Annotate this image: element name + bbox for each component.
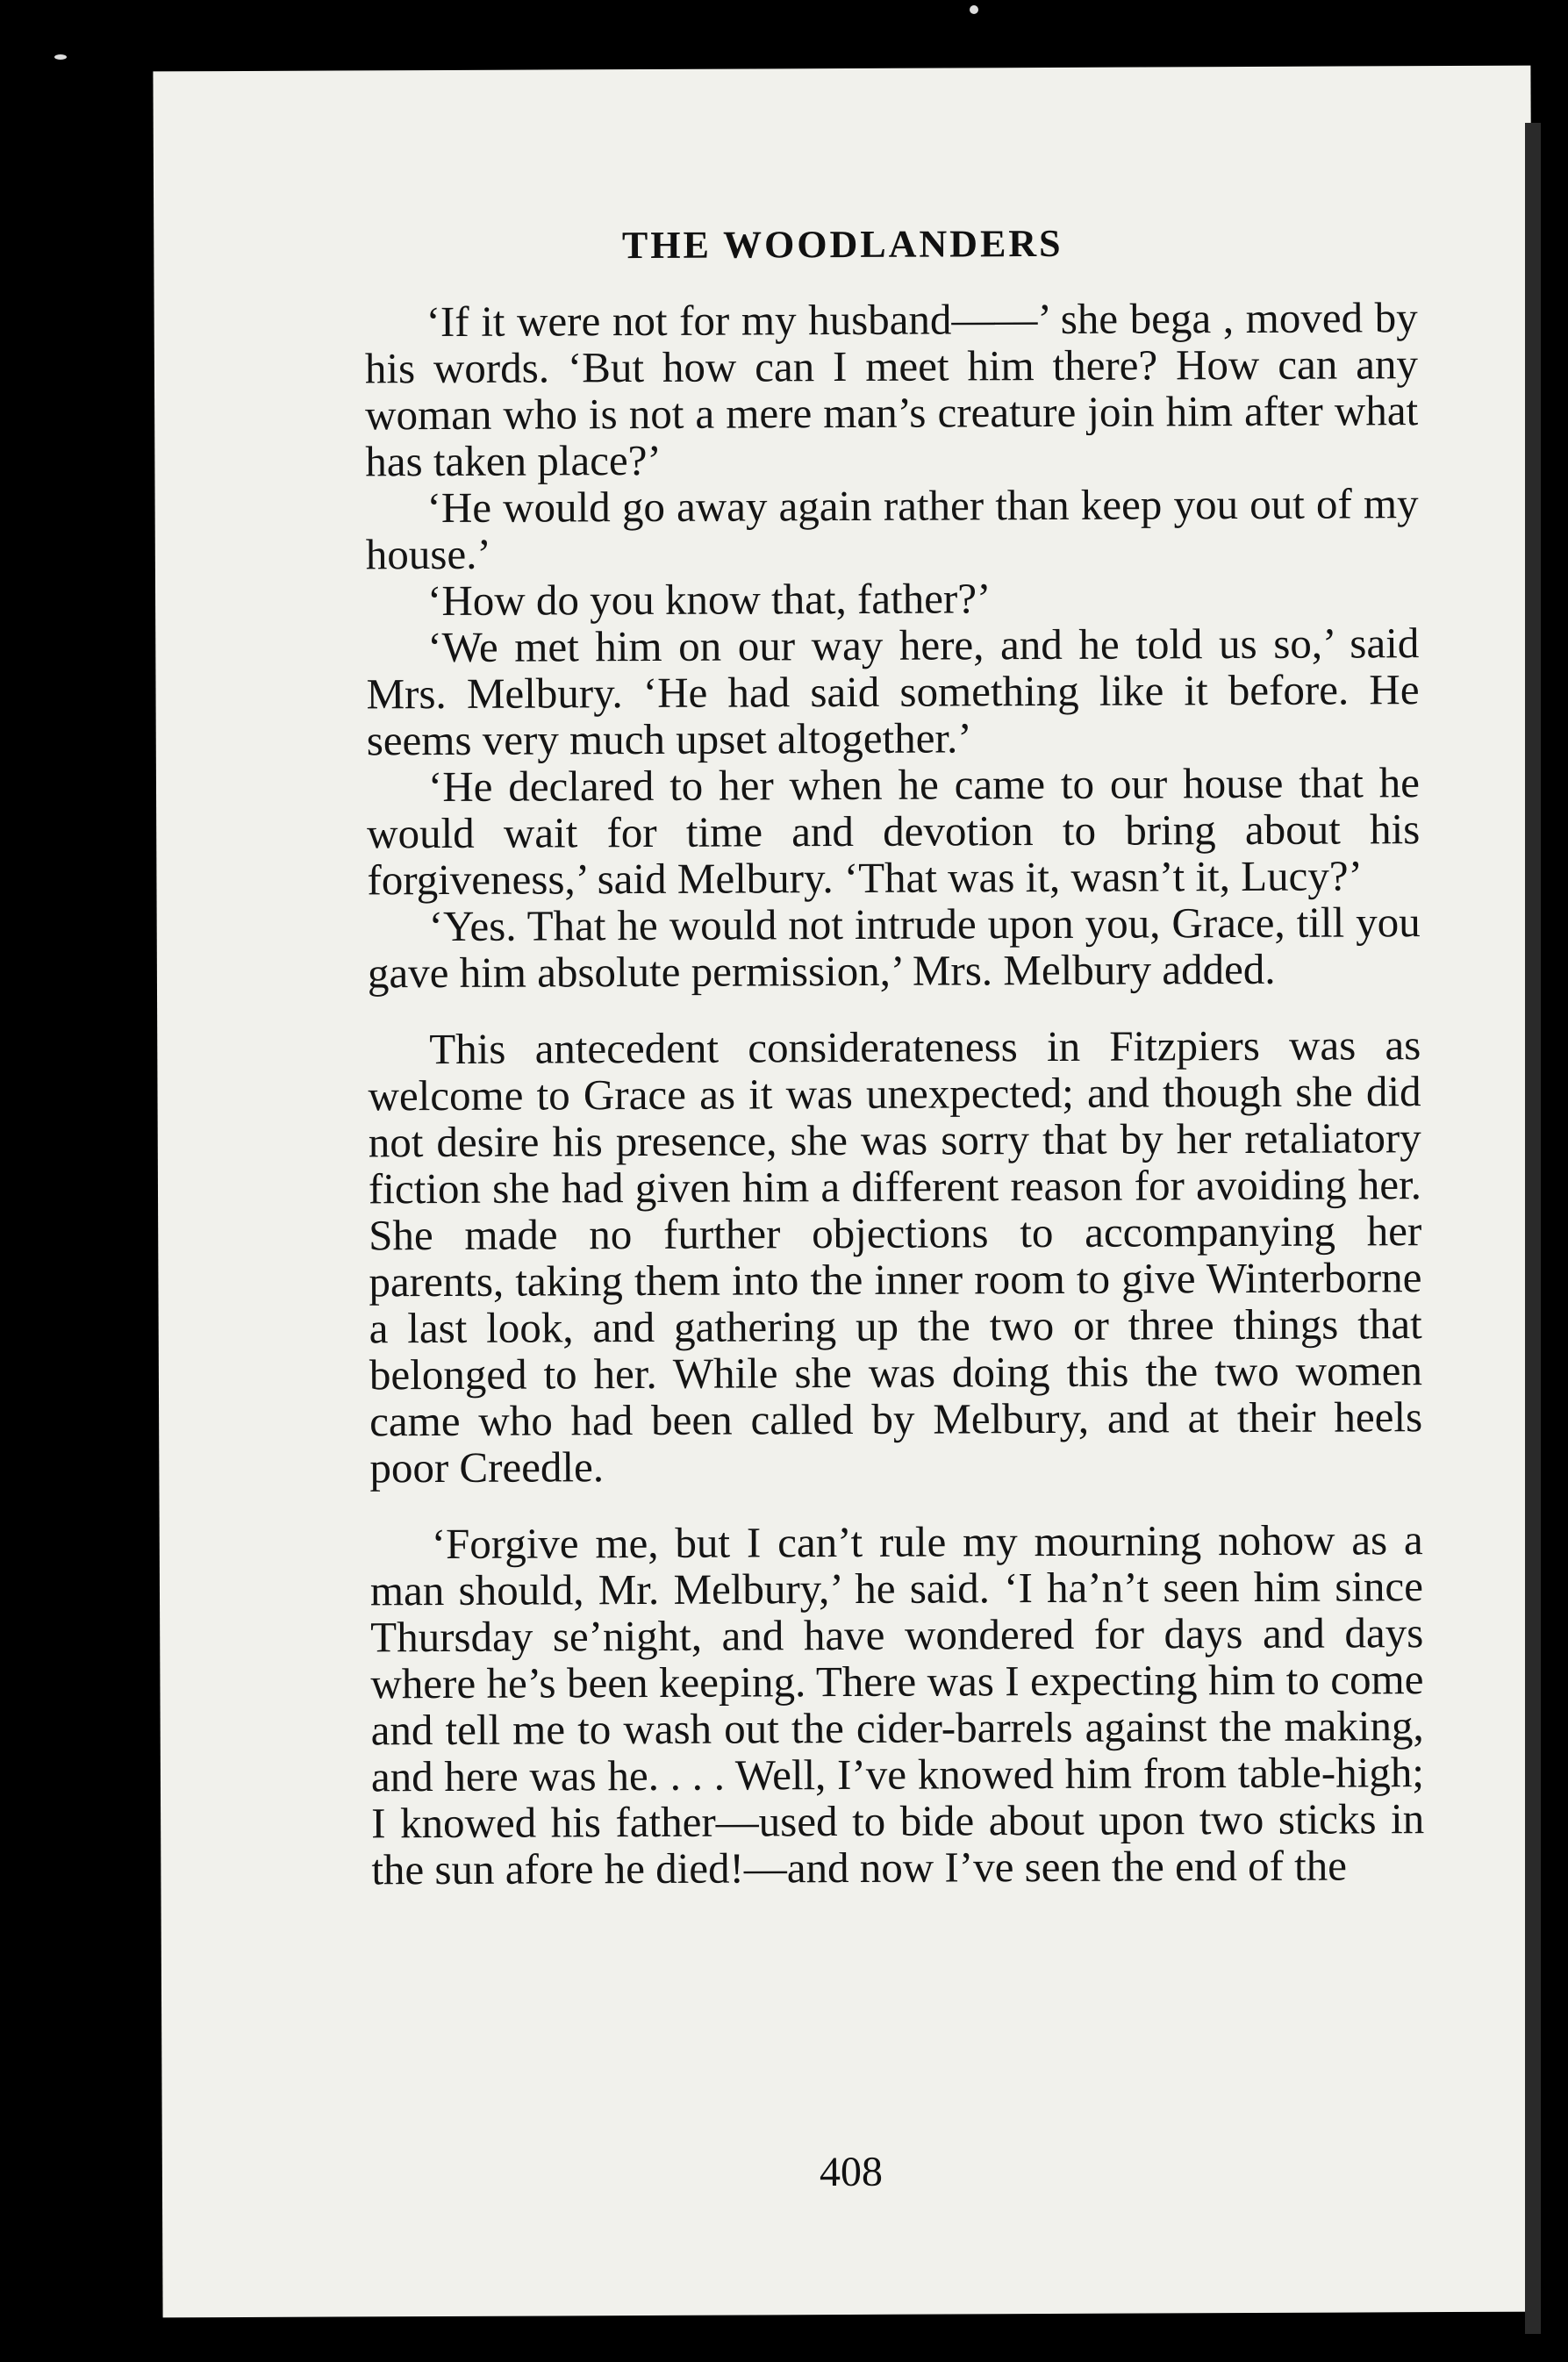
paragraph: ‘He would go away again rather than keep you out of my house.’ — [365, 479, 1419, 579]
paragraph: ‘Yes. That he would not intrude upon you, Grace, till you gave him absolute permission,’ Mrs. Melbury added. — [367, 898, 1421, 998]
facing-page-edge — [1525, 123, 1541, 2334]
paragraph: ‘If it were not for my husband——’ she bega , moved by his words. ‘But how can I meet him there? How can any woman who is not a mere man’s creature join him after what has taken place?’ — [364, 293, 1419, 486]
paragraph: This antecedent considerateness in Fitzpiers was as welcome to Grace as it was unexpected; and though she did not desire his presence, she was sorry that by her retaliatory fiction she had given him a different reason for avoiding her. She made no further objections to accompanying her parents, taking them into the inner room to give Winterborne a last look, and gathering up the two or three things that belonged to her. While she was doing this the two women came who had been called by Melbury, and at their heels poor Creedle. — [368, 1020, 1423, 1492]
paragraph: ‘How do you know that, father?’ — [426, 574, 992, 626]
scan-speck — [970, 5, 978, 14]
body-text — [365, 294, 1426, 2123]
book-page — [153, 66, 1540, 2318]
running-title: THE WOODLANDERS — [621, 221, 1063, 268]
paragraph: ‘He declared to her when he came to our house that he would wait for time and devotion to bring about his forgiveness,’ said Melbury. ‘That was it, wasn’t it, Lucy?’ — [367, 758, 1421, 905]
paragraph: ‘We met him on our way here, and he told us so,’ said Mrs. Melbury. ‘He had said something like it before. He seems very much upset altogether.’ — [366, 619, 1420, 765]
paragraph: ‘Forgive me, but I can’t rule my mourning nohow as a man should, Mr. Melbury,’ he said. ‘I ha’n’t seen him since Thursday se’night, and have wondered for days and days where he’s been keeping. There was I expecting him to come and tell me to wash out the cider-barrels against the making, and here was he. . . . Well, I’ve knowed him from table-high; I knowed his father—used to bide about upon two sticks in the sun afore he died!—and now I’ve seen the end of the — [369, 1515, 1425, 1894]
scan-speck — [54, 54, 67, 60]
page-number: 408 — [819, 2148, 883, 2196]
